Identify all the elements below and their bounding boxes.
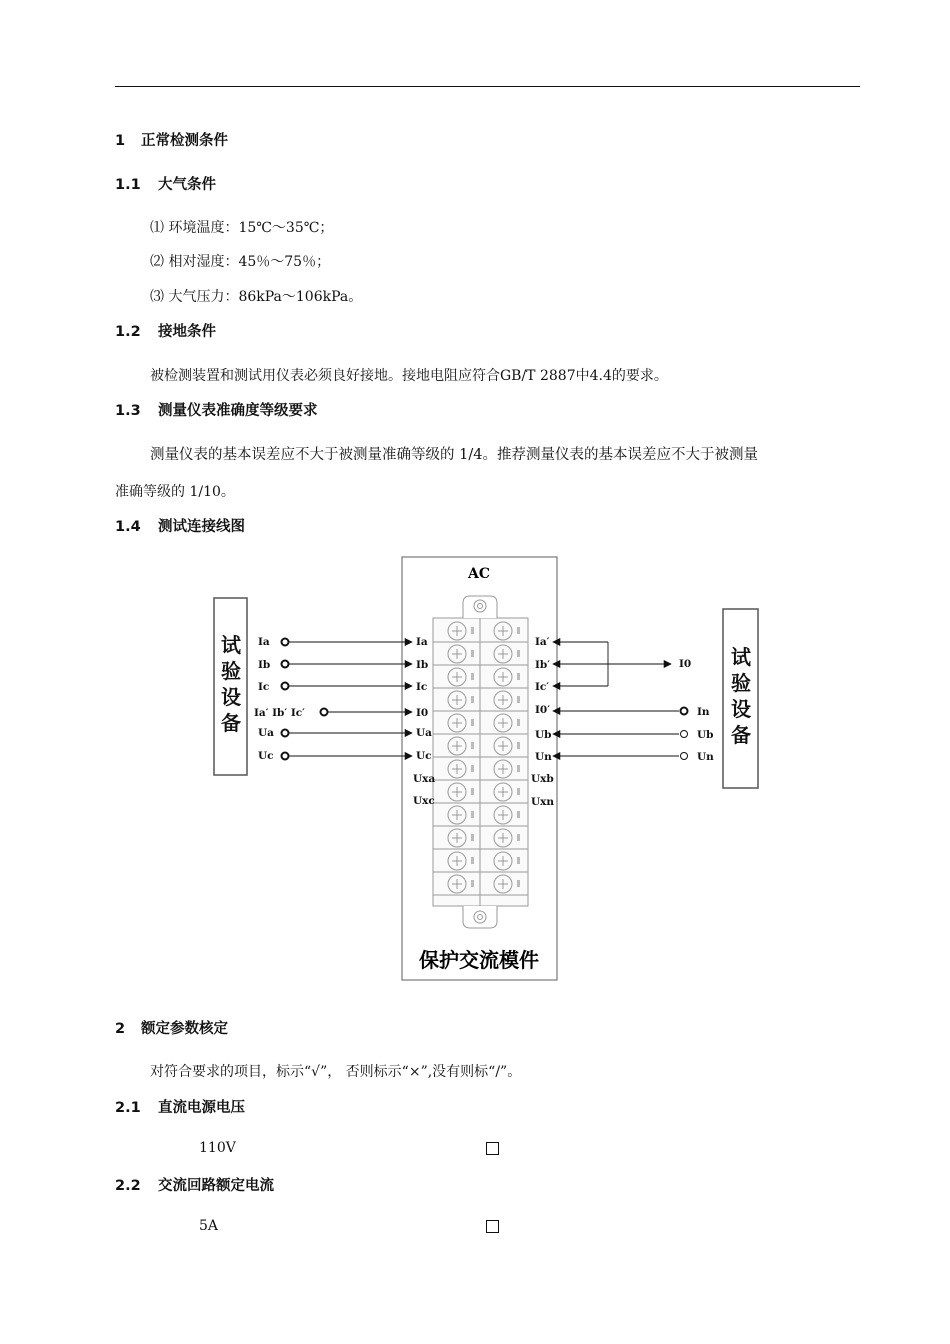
- module-name: 保护交流模件: [419, 948, 539, 972]
- section-1-heading: 1 正常检测条件: [115, 133, 228, 149]
- section-2-2-heading: 2.2 交流回路额定电流: [115, 1178, 274, 1194]
- terminal-circle-un: [681, 753, 688, 760]
- terminal-number-mark: [471, 880, 474, 887]
- accuracy-text-line1: 测量仪表的基本误差应不大于被测量准确等级的 1/4。推荐测量仪表的基本误差应不大于被测量: [150, 447, 758, 463]
- module-left-ic: Ic: [416, 681, 428, 693]
- terminal-number-mark: [517, 719, 520, 726]
- terminal-block: [433, 596, 528, 928]
- terminal-number-mark: [517, 742, 520, 749]
- module-right-uxn: Uxn: [531, 796, 555, 808]
- terminal-circle-i-prime: [321, 709, 328, 716]
- module-left-ia: Ia: [416, 636, 428, 648]
- terminal-number-mark: [517, 788, 520, 795]
- terminal-number-mark: [471, 742, 474, 749]
- ac-current-value: 5A: [199, 1218, 219, 1234]
- terminal-number-mark: [517, 627, 520, 634]
- left-device-char-3: 设: [221, 685, 241, 709]
- module-left-uxa: Uxa: [413, 773, 436, 785]
- module-right-ia-prime: Ia′: [535, 636, 550, 648]
- left-device-char-4: 备: [221, 711, 241, 735]
- module-right-i0-prime: I0′: [535, 704, 550, 716]
- section-1-4-heading: 1.4 测试连接线图: [115, 519, 245, 535]
- right-device-char-1: 试: [731, 645, 751, 669]
- left-device-char-1: 试: [221, 633, 241, 657]
- left-label-ic: Ic: [258, 681, 270, 693]
- terminal-number-mark: [471, 765, 474, 772]
- marking-instructions: 对符合要求的项目，标示“√”， 否则标示“×”,没有则标“/”。: [150, 1064, 522, 1080]
- section-2-1-heading: 2.1 直流电源电压: [115, 1100, 245, 1116]
- left-label-ua: Ua: [258, 727, 274, 739]
- terminal-number-mark: [471, 627, 474, 634]
- right-device-char-2: 验: [731, 671, 751, 695]
- terminal-number-mark: [517, 834, 520, 841]
- terminal-number-mark: [517, 673, 520, 680]
- right-label-un: Un: [697, 751, 714, 763]
- module-right-uxb: Uxb: [531, 773, 554, 785]
- section-1-2-heading: 1.2 接地条件: [115, 324, 216, 340]
- grounding-text: 被检测装置和测试用仪表必须良好接地。接地电阻应符合GB/T 2887中4.4的要求。: [150, 368, 668, 384]
- terminal-circle-ib: [282, 661, 289, 668]
- terminal-number-mark: [471, 650, 474, 657]
- terminal-number-mark: [517, 811, 520, 818]
- terminal-number-mark: [471, 834, 474, 841]
- terminal-number-mark: [471, 811, 474, 818]
- left-device-char-2: 验: [221, 659, 241, 683]
- right-device-char-4: 备: [731, 723, 751, 747]
- section-1-1-heading: 1.1 大气条件: [115, 177, 216, 193]
- module-left-ua: Ua: [416, 727, 432, 739]
- right-device-char-3: 设: [731, 697, 751, 721]
- terminal-circle-ub: [681, 731, 688, 738]
- terminal-number-mark: [517, 696, 520, 703]
- terminal-number-mark: [471, 673, 474, 680]
- ac-current-checkbox[interactable]: [486, 1220, 499, 1233]
- module-left-ib: Ib: [416, 659, 429, 671]
- module-left-uxc: Uxc: [413, 795, 435, 807]
- terminal-number-mark: [517, 857, 520, 864]
- left-label-ib: Ib: [258, 659, 271, 671]
- module-title: AC: [467, 566, 491, 582]
- terminal-number-mark: [517, 650, 520, 657]
- module-left-i0: I0: [416, 707, 429, 719]
- module-right-ib-prime: Ib′: [535, 659, 551, 671]
- module-right-ic-prime: Ic′: [535, 681, 550, 693]
- module-right-un: Un: [535, 751, 552, 763]
- section-1-3-heading: 1.3 测量仪表准确度等级要求: [115, 403, 318, 419]
- dc-voltage-checkbox[interactable]: [486, 1142, 499, 1155]
- terminal-circle-uc: [282, 753, 289, 760]
- terminal-number-mark: [517, 765, 520, 772]
- terminal-number-mark: [471, 719, 474, 726]
- terminal-circle-ic: [282, 683, 289, 690]
- module-right-ub: Ub: [535, 729, 552, 741]
- terminal-number-mark: [471, 857, 474, 864]
- dc-voltage-value: 110V: [199, 1140, 236, 1156]
- temperature-item: ⑴ 环境温度：15℃～35℃；: [150, 220, 334, 236]
- pressure-item: ⑶ 大气压力：86kPa～106kPa。: [150, 289, 363, 305]
- accuracy-text-line2: 准确等级的 1/10。: [115, 484, 235, 500]
- section-2-heading: 2 额定参数核定: [115, 1021, 228, 1037]
- terminal-circle-ua: [282, 730, 289, 737]
- left-label-uc: Uc: [258, 750, 274, 762]
- terminal-circle-ia: [282, 639, 289, 646]
- module-left-uc: Uc: [416, 750, 432, 762]
- terminal-number-mark: [517, 880, 520, 887]
- left-label-ia: Ia: [258, 636, 270, 648]
- right-label-ub: Ub: [697, 729, 714, 741]
- terminal-number-mark: [471, 696, 474, 703]
- terminal-number-mark: [471, 788, 474, 795]
- humidity-item: ⑵ 相对湿度：45％～75％；: [150, 254, 331, 270]
- terminal-circle-in: [681, 708, 688, 715]
- right-label-i0: I0: [679, 658, 692, 670]
- right-label-in: In: [697, 706, 710, 718]
- left-label-i-prime: Ia′ Ib′ Ic′: [254, 707, 305, 719]
